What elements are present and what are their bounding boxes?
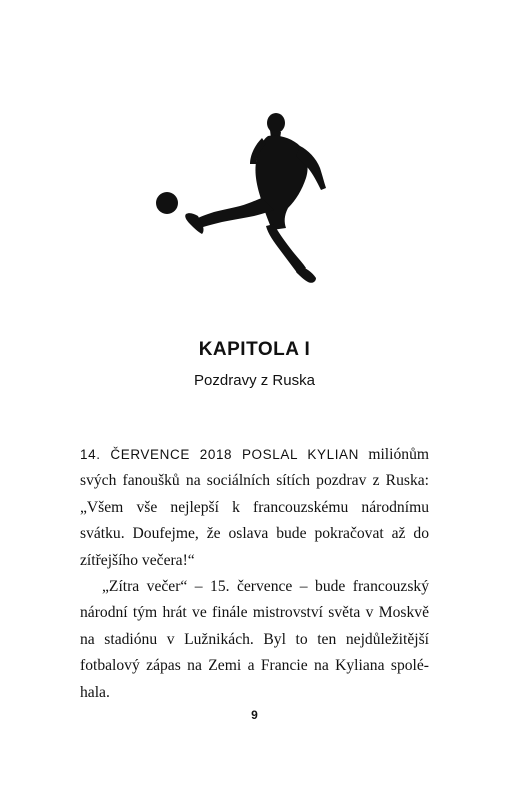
chapter-title: KAPITOLA I — [198, 339, 311, 360]
chapter-subtitle: Pozdravy z Ruska — [194, 372, 315, 389]
chapter-body — [80, 442, 429, 706]
page-number: 9 — [251, 708, 258, 722]
paragraph — [80, 442, 429, 574]
football-player-kicking-ball-icon — [150, 106, 330, 292]
ball-icon — [156, 192, 178, 214]
paragraph-lead-in: 14. ČERVENCE 2018 POSLAL KYLIAN — [80, 447, 359, 462]
paragraph-text: miliónům svých fanoušků na sociálních sítích pozdrav z Ruska: „Všem vše nejlepší k francouzskému národnímu svátku. Doufejme, že oslava bude pokračovat až do zítřejšího večera!“ — [80, 446, 429, 569]
paragraph: „Zítra večer“ – 15. července – bude francouzský národní tým hrát ve finále mistrovství světa v Moskvě na stadiónu v Lužnikách. Byl to ten nejdůležitější fotbalový zápas na Zemi a Francie na Kyliana spoléhala. — [80, 578, 429, 701]
